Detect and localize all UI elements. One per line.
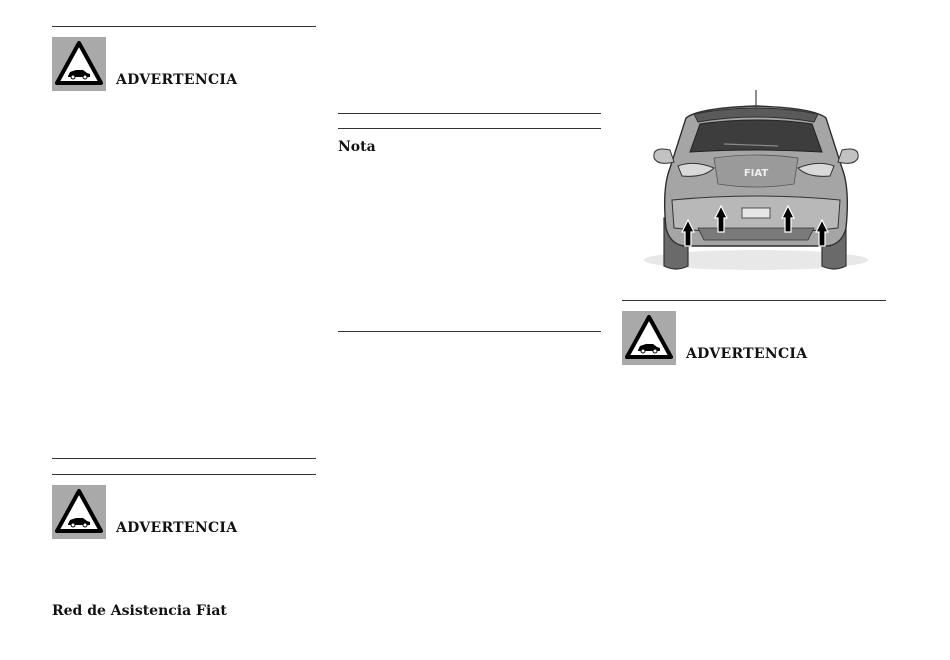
warning-triangle-car-icon bbox=[622, 311, 676, 365]
divider-left-1 bbox=[52, 458, 316, 459]
divider-middle-2 bbox=[338, 128, 601, 129]
fiat-badge: FIAT bbox=[743, 168, 769, 179]
divider-left-2 bbox=[52, 474, 316, 475]
section-title: Red de Asistencia Fiat bbox=[52, 603, 227, 619]
warning-title: ADVERTENCIA bbox=[116, 72, 238, 88]
divider-middle-1 bbox=[338, 113, 601, 114]
divider-middle-3 bbox=[338, 331, 601, 332]
car-rear-figure bbox=[628, 88, 888, 278]
warning-title: ADVERTENCIA bbox=[116, 520, 238, 536]
top-rule-left bbox=[52, 26, 316, 27]
warning-triangle-car-icon bbox=[52, 37, 106, 91]
divider-right-1 bbox=[622, 300, 886, 301]
warning-title: ADVERTENCIA bbox=[686, 346, 808, 362]
warning-triangle-car-icon bbox=[52, 485, 106, 539]
note-title: Nota bbox=[338, 139, 376, 155]
